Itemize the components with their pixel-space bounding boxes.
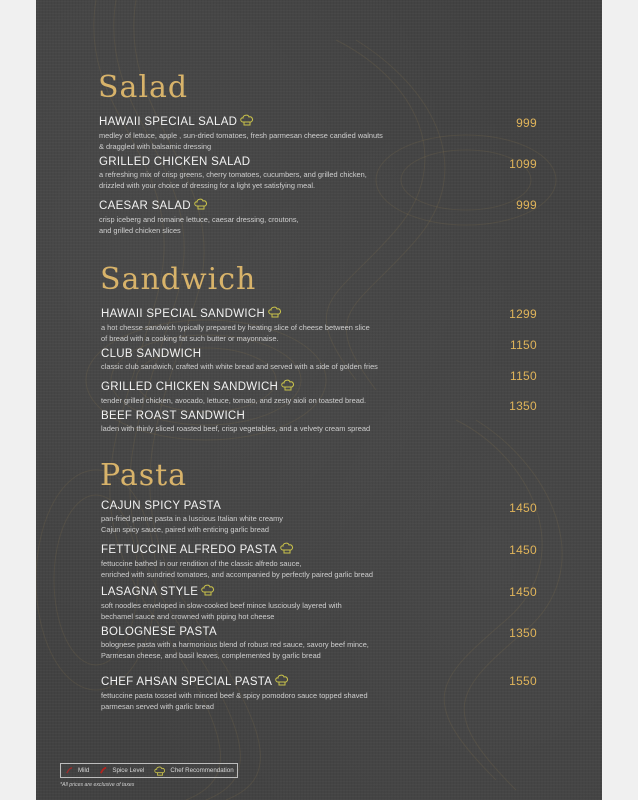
- menu-item-row: [99, 156, 569, 168]
- menu-item-description: a refreshing mix of crisp greens, cherry tomatoes, cucumbers, and grilled chicken, drizzled with your choice of dressing for a light yet satisfying meal.: [99, 170, 367, 190]
- menu-item-price: 1550: [509, 674, 537, 688]
- menu-item-description: tender grilled chicken, avocado, lettuce, tomato, and zesty aioli on toasted bread.: [101, 396, 366, 405]
- legend-mild-label: Mild: [78, 767, 90, 774]
- menu-item: [101, 379, 571, 406]
- menu-item-price: 1450: [509, 501, 537, 515]
- chef-hat-icon: [275, 674, 289, 689]
- chef-hat-icon: [281, 379, 295, 394]
- menu-item-row: [101, 674, 571, 689]
- menu-item-price: 1099: [509, 157, 537, 171]
- menu-item: [101, 348, 571, 372]
- menu-item: [101, 500, 571, 535]
- menu-item-name: CLUB SANDWICH: [101, 348, 202, 360]
- menu-item-price: 1350: [509, 626, 537, 640]
- chef-hat-icon: [268, 306, 282, 321]
- menu-item-name: CHEF AHSAN SPECIAL PASTA: [101, 675, 273, 688]
- tax-footnote: *All prices are exclusive of taxes: [60, 782, 135, 788]
- menu-item-name: HAWAII SPECIAL SANDWICH: [101, 307, 266, 320]
- menu-item-row: [101, 500, 571, 512]
- menu-item-name: FETTUCCINE ALFREDO PASTA: [101, 543, 278, 556]
- menu-item: [99, 198, 569, 236]
- menu-item-description: crisp iceberg and romaine lettuce, caesar dressing, croutons, and grilled chicken slices: [99, 215, 299, 235]
- menu-item-price: 999: [516, 198, 537, 212]
- chef-hat-icon: [280, 542, 294, 557]
- menu-item-name: CAESAR SALAD: [99, 199, 191, 212]
- menu-item: [101, 674, 571, 712]
- menu-item-price: 1450: [509, 585, 537, 599]
- menu-item-row: [101, 410, 571, 422]
- menu-item-name: CAJUN SPICY PASTA: [101, 500, 222, 512]
- menu-item-description: soft noodles enveloped in slow-cooked beef mince lusciously layered with bechamel sauce and crowned with piping hot cheese: [101, 601, 342, 621]
- section-title: Pasta: [100, 458, 188, 493]
- legend-box: [60, 763, 238, 778]
- menu-item-name: BEEF ROAST SANDWICH: [101, 410, 246, 422]
- menu-item-name: GRILLED CHICKEN SANDWICH: [101, 380, 279, 393]
- menu-item: [101, 410, 571, 434]
- menu-item: [101, 626, 571, 661]
- menu-item-description: laden with thinly sliced roasted beef, crisp vegetables, and a velvety cream spread: [101, 424, 371, 433]
- menu-item-description: fettuccine bathed in our rendition of the classic alfredo sauce, enriched with sundried tomatoes, and accompanied by perfectly paired garlic bread: [101, 559, 373, 579]
- menu-item: [99, 156, 569, 191]
- legend-chef-label: Chef Recommendation: [170, 767, 234, 774]
- menu-item-description: classic club sandwich, crafted with white bread and served with a side of golden fries: [101, 362, 378, 371]
- menu-item-description: bolognese pasta with a harmonious blend of robust red sauce, savory beef mince, Parmesan cheese, and basil leaves, complemented by garlic bread: [101, 640, 369, 660]
- menu-item: [99, 114, 569, 152]
- menu-item-price: 1350: [509, 399, 537, 413]
- menu-item-name: LASAGNA STYLE: [101, 585, 199, 598]
- menu-item-description: pan-fried penne pasta in a luscious Italian white creamy Cajun spicy sauce, paired with enticing garlic bread: [101, 514, 283, 534]
- menu-item-row: [101, 379, 571, 394]
- menu-item-description: medley of lettuce, apple , sun-dried tomatoes, fresh parmesan cheese candied walnuts & draggled with balsamic dressing: [99, 131, 383, 151]
- menu-item-price: 999: [516, 116, 537, 130]
- menu-item-row: [101, 348, 571, 360]
- chef-hat-icon: [201, 584, 215, 599]
- menu-item-description: a hot chesse sandwich typically prepared by heating slice of cheese between slice of bread with a cooking fat such butter or mayonnaise.: [101, 323, 370, 343]
- section-title: Salad: [98, 70, 189, 105]
- legend-spice-label: Spice Level: [112, 767, 145, 774]
- menu-item: [101, 584, 571, 622]
- menu-item-row: [101, 306, 571, 321]
- menu-item-price: 1150: [509, 338, 537, 352]
- menu-item-row: [101, 626, 571, 638]
- menu-item-row: [99, 114, 569, 129]
- menu-item-row: [101, 542, 571, 557]
- menu-item-name: HAWAII SPECIAL SALAD: [99, 115, 238, 128]
- section-title: Sandwich: [100, 262, 257, 297]
- menu-item-name: GRILLED CHICKEN SALAD: [99, 156, 251, 168]
- menu-item: [101, 542, 571, 580]
- menu-item-price: 1450: [509, 543, 537, 557]
- menu-item: [101, 306, 571, 344]
- menu-item-description: fettuccine pasta tossed with minced beef & spicy pomodoro sauce topped shaved parmesan served with garlic bread: [101, 691, 368, 711]
- menu-item-row: [101, 584, 571, 599]
- spice-chili-icon: [99, 766, 108, 775]
- mild-chili-icon: [65, 766, 74, 775]
- menu-item-row: [99, 198, 569, 213]
- menu-item-price: 1299: [509, 307, 537, 321]
- menu-item-price: 1150: [509, 369, 537, 383]
- chef-hat-icon: [240, 114, 254, 129]
- menu-item-name: BOLOGNESE PASTA: [101, 626, 217, 638]
- chef-hat-icon: [154, 766, 166, 776]
- chef-hat-icon: [194, 198, 208, 213]
